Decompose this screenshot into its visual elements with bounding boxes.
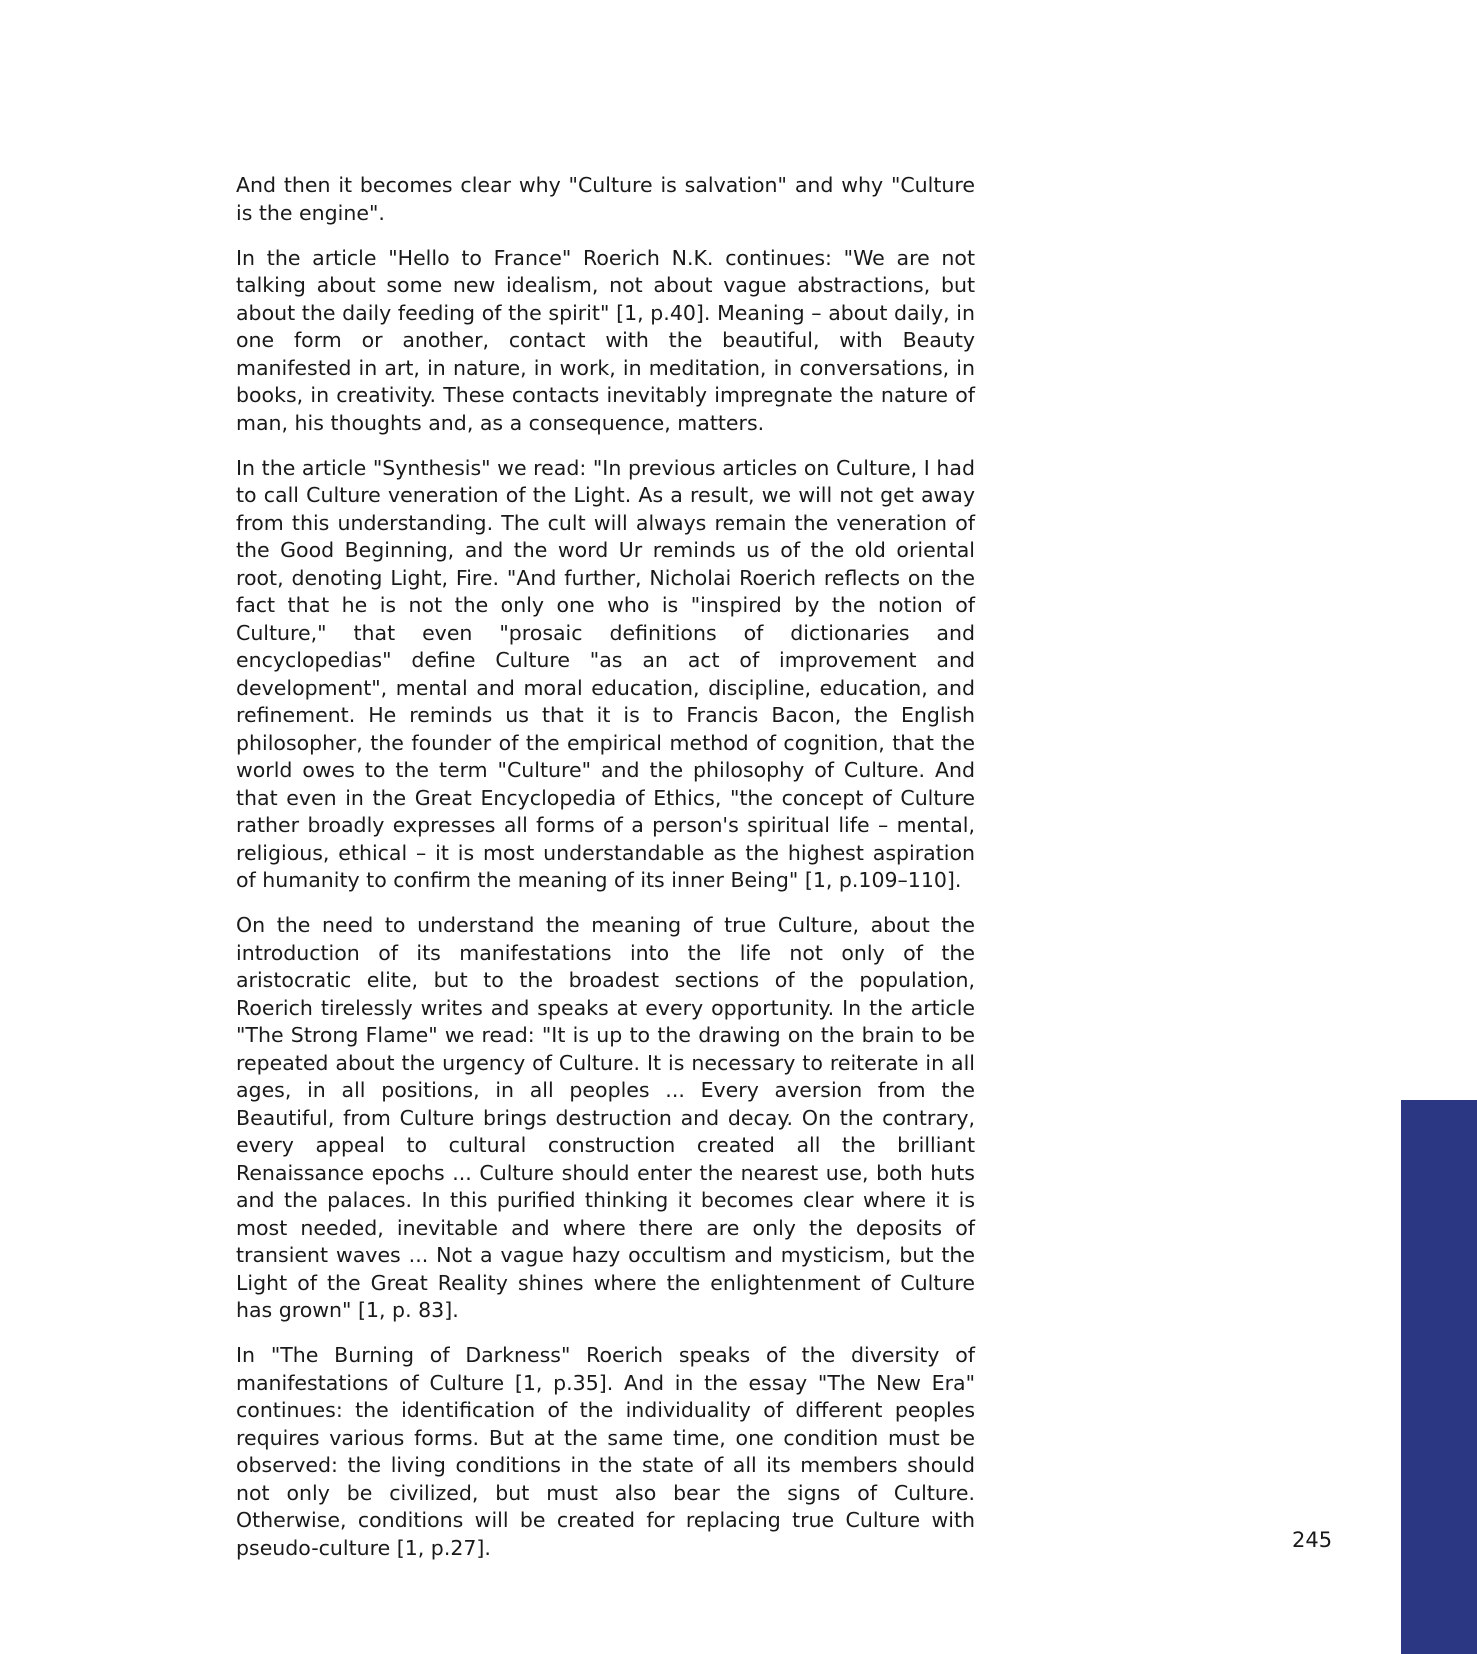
paragraph: In the article "Hello to France" Roerich N.K. continues: "We are not talking about some new idealism, not about vague abstractions, but about the daily feeding of the spirit" [1, p.40]. Meaning – about daily, in one form or another, contact with the beautiful, with Beauty manifested in art, in nature, in work, in meditation, in conversations, in books, in creativity. These contacts inevitably impregnate the nature of man, his thoughts and, as a consequence, matters.: [236, 245, 975, 435]
body-text: [236, 172, 975, 1580]
page-number: 245: [1292, 1528, 1333, 1552]
side-tab: [1401, 1100, 1477, 1654]
paragraph: In the article "Synthesis" we read: "In previous articles on Culture, I had to call Culture veneration of the Light. As a result, we will not get away from this understanding. The cult will always remain the veneration of the Good Beginning, and the word Ur reminds us of the old oriental root, denoting Light, Fire. "And further, Nicholai Roerich reflects on the fact that he is not the only one who is "inspired by the notion of Culture," that even "prosaic definitions of dictionaries and encyclopedias" define Culture "as an act of improvement and development", mental and moral education, discipline, education, and refinement. He reminds us that it is to Francis Bacon, the English philosopher, the founder of the empirical method of cognition, that the world owes to the term "Culture" and the philosophy of Culture. And that even in the Great Encyclopedia of Ethics, "the concept of Culture rather broadly expresses all forms of a person's spiritual life – mental, religious, ethical – it is most understandable as the highest aspiration of humanity to confirm the meaning of its inner Being" [1, p.109–110].: [236, 455, 975, 892]
paragraph: In "The Burning of Darkness" Roerich speaks of the diversity of manifestations of Culture [1, p.35]. And in the essay "The New Era" continues: the identification of the individuality of different peoples requires various forms. But at the same time, one condition must be observed: the living conditions in the state of all its members should not only be civilized, but must also bear the signs of Culture. Otherwise, conditions will be created for replacing true Culture with pseudo-culture [1, p.27].: [236, 1343, 975, 1560]
paragraph: And then it becomes clear why "Culture is salvation" and why "Culture is the engine".: [236, 173, 975, 225]
paragraph: On the need to understand the meaning of true Culture, about the introduction of its manifestations into the life not only of the aristocratic elite, but to the broadest sections of the population, Roerich tirelessly writes and speaks at every opportunity. In the article "The Strong Flame" we read: "It is up to the drawing on the brain to be repeated about the urgency of Culture. It is necessary to reiterate in all ages, in all positions, in all peoples ... Every aversion from the Beautiful, from Culture brings destruction and decay. On the contrary, every appeal to cultural construction created all the brilliant Renaissance epochs ... Culture should enter the nearest use, both huts and the palaces. In this purified thinking it becomes clear where it is most needed, inevitable and where there are only the deposits of transient waves ... Not a vague hazy occultism and mysticism, but the Light of the Great Reality shines where the enlightenment of Culture has grown" [1, p. 83].: [236, 913, 975, 1322]
